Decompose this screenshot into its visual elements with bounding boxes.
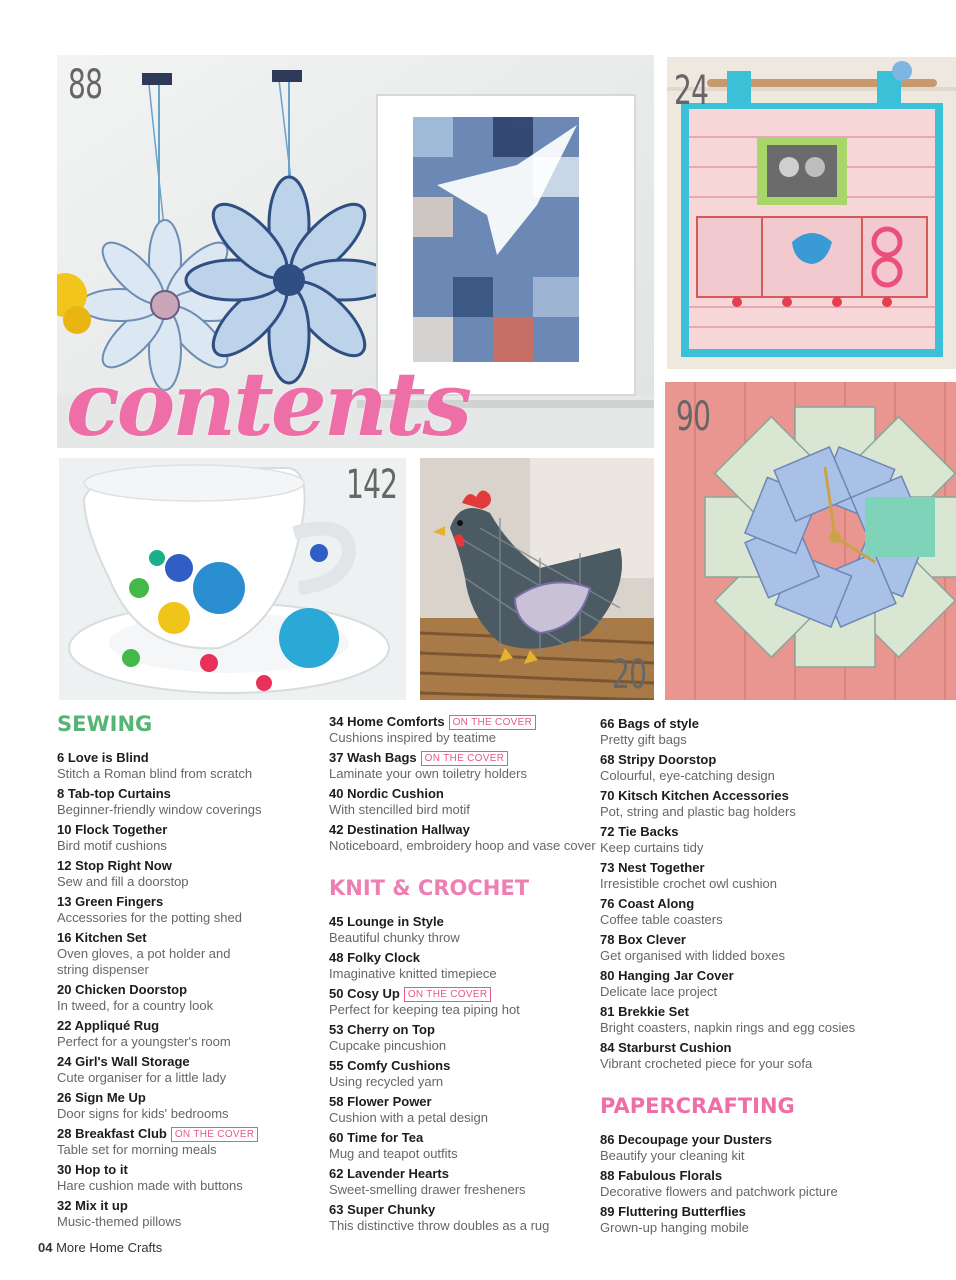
item-title: 80 Hanging Jar Cover bbox=[600, 968, 734, 983]
list-item[interactable] bbox=[600, 896, 950, 928]
item-desc: Mug and teapot outfits bbox=[329, 1146, 458, 1161]
item-desc: Stitch a Roman blind from scratch bbox=[57, 766, 253, 781]
list-item[interactable] bbox=[57, 786, 312, 818]
item-desc: Table set for morning meals bbox=[57, 1142, 217, 1157]
list-item[interactable] bbox=[329, 1130, 591, 1162]
item-desc: With stencilled bird motif bbox=[329, 802, 470, 817]
item-title: 45 Lounge in Style bbox=[329, 914, 444, 929]
list-item[interactable] bbox=[600, 788, 950, 820]
item-desc: Vibrant crocheted piece for your sofa bbox=[600, 1056, 813, 1071]
item-desc: Beginner-friendly window coverings bbox=[57, 802, 262, 817]
item-title: 78 Box Clever bbox=[600, 932, 686, 947]
item-title: 32 Mix it up bbox=[57, 1198, 128, 1213]
list-item[interactable] bbox=[329, 1166, 591, 1198]
item-title: 62 Lavender Hearts bbox=[329, 1166, 449, 1181]
item-title: 58 Flower Power bbox=[329, 1094, 432, 1109]
item-title: 89 Fluttering Butterflies bbox=[600, 1204, 746, 1219]
item-desc: Pot, string and plastic bag holders bbox=[600, 804, 796, 819]
item-title: 66 Bags of style bbox=[600, 716, 699, 731]
item-title: 60 Time for Tea bbox=[329, 1130, 424, 1145]
list-item[interactable] bbox=[600, 1168, 950, 1200]
item-desc: In tweed, for a country look bbox=[57, 998, 214, 1013]
item-desc: Cupcake pincushion bbox=[329, 1038, 447, 1053]
list-item[interactable] bbox=[600, 1004, 950, 1036]
on-the-cover-badge: ON THE COVER bbox=[421, 751, 509, 766]
item-title: 84 Starburst Cushion bbox=[600, 1040, 732, 1055]
item-title: 86 Decoupage your Dusters bbox=[600, 1132, 772, 1147]
item-title: 70 Kitsch Kitchen Accessories bbox=[600, 788, 789, 803]
item-desc: Get organised with lidded boxes bbox=[600, 948, 786, 963]
item-title: 12 Stop Right Now bbox=[57, 858, 172, 873]
column-3 bbox=[600, 716, 950, 1240]
list-item[interactable] bbox=[329, 914, 591, 946]
item-title bbox=[57, 1126, 312, 1142]
item-desc: Accessories for the potting shed bbox=[57, 910, 242, 925]
page-number-flowers: 88 bbox=[68, 62, 103, 108]
item-desc: Beautify your cleaning kit bbox=[600, 1148, 745, 1163]
list-item[interactable] bbox=[600, 1132, 950, 1164]
on-the-cover-badge: ON THE COVER bbox=[449, 715, 537, 730]
item-title: 55 Comfy Cushions bbox=[329, 1058, 451, 1073]
item-desc: Beautiful chunky throw bbox=[329, 930, 460, 945]
item-desc: Perfect for a youngster's room bbox=[57, 1034, 231, 1049]
paper-list bbox=[600, 1132, 950, 1236]
list-item[interactable] bbox=[57, 1162, 312, 1194]
item-desc: Decorative flowers and patchwork picture bbox=[600, 1184, 838, 1199]
item-title bbox=[329, 750, 591, 766]
column-2 bbox=[329, 714, 596, 1238]
photo-wall-storage bbox=[667, 57, 956, 369]
knit-cont-list bbox=[600, 716, 950, 1072]
item-title bbox=[329, 986, 591, 1002]
item-desc: Sew and fill a doorstop bbox=[57, 874, 189, 889]
list-item[interactable] bbox=[329, 1022, 591, 1054]
on-the-cover-badge: ON THE COVER bbox=[171, 1127, 259, 1142]
item-title: 68 Stripy Doorstop bbox=[600, 752, 717, 767]
list-item[interactable] bbox=[57, 822, 312, 854]
item-title: 8 Tab-top Curtains bbox=[57, 786, 171, 801]
item-title-text: 50 Cosy Up bbox=[329, 986, 400, 1001]
column-1 bbox=[57, 712, 312, 1234]
section-heading-papercrafting: PAPERCRAFTING bbox=[600, 1094, 795, 1118]
list-item[interactable] bbox=[329, 950, 591, 982]
item-desc: Colourful, eye-catching design bbox=[600, 768, 775, 783]
list-item[interactable] bbox=[600, 824, 950, 856]
list-item[interactable] bbox=[57, 894, 312, 926]
item-desc: Noticeboard, embroidery hoop and vase cover bbox=[329, 838, 596, 853]
item-title: 20 Chicken Doorstop bbox=[57, 982, 188, 997]
item-title: 16 Kitchen Set bbox=[57, 930, 147, 945]
item-title bbox=[329, 714, 591, 730]
list-item[interactable] bbox=[600, 716, 950, 748]
list-item[interactable] bbox=[57, 930, 312, 978]
list-item[interactable] bbox=[329, 1202, 591, 1234]
contents-title: contents bbox=[66, 352, 470, 456]
item-title: 24 Girl's Wall Storage bbox=[57, 1054, 190, 1069]
item-title: 72 Tie Backs bbox=[600, 824, 679, 839]
list-item[interactable] bbox=[600, 1204, 950, 1236]
item-desc: Sweet-smelling drawer fresheners bbox=[329, 1182, 526, 1197]
list-item[interactable] bbox=[57, 1126, 312, 1158]
item-desc: Cushion with a petal design bbox=[329, 1110, 488, 1125]
item-title-text: 28 Breakfast Club bbox=[57, 1126, 167, 1141]
list-item[interactable] bbox=[600, 1040, 950, 1072]
item-desc: Cute organiser for a little lady bbox=[57, 1070, 227, 1085]
item-desc: Keep curtains tidy bbox=[600, 840, 704, 855]
item-desc: Oven gloves, a pot holder and string dispenser bbox=[57, 946, 231, 977]
page-number-wall-storage: 24 bbox=[674, 68, 709, 114]
list-item[interactable] bbox=[329, 714, 591, 746]
list-item[interactable] bbox=[600, 752, 950, 784]
list-item[interactable] bbox=[329, 1094, 591, 1126]
item-desc: Imaginative knitted timepiece bbox=[329, 966, 497, 981]
list-item[interactable] bbox=[57, 1018, 312, 1050]
item-desc: Irresistible crochet owl cushion bbox=[600, 876, 778, 891]
sewing-list bbox=[57, 750, 312, 1230]
item-title: 6 Love is Blind bbox=[57, 750, 149, 765]
list-item[interactable] bbox=[600, 860, 950, 892]
list-item[interactable] bbox=[57, 1090, 312, 1122]
on-the-cover-badge: ON THE COVER bbox=[404, 987, 492, 1002]
item-title: 26 Sign Me Up bbox=[57, 1090, 146, 1105]
section-heading-sewing: SEWING bbox=[57, 712, 153, 736]
item-desc: This distinctive throw doubles as a rug bbox=[329, 1218, 550, 1233]
wall-storage-illustration bbox=[667, 57, 956, 369]
list-item[interactable] bbox=[329, 1058, 591, 1090]
item-desc: Grown-up hanging mobile bbox=[600, 1220, 749, 1235]
list-item[interactable] bbox=[57, 1054, 312, 1086]
list-item[interactable] bbox=[329, 750, 591, 782]
item-title: 22 Appliqué Rug bbox=[57, 1018, 160, 1033]
item-desc: Delicate lace project bbox=[600, 984, 718, 999]
list-item[interactable] bbox=[329, 822, 596, 854]
list-item[interactable] bbox=[57, 858, 312, 890]
item-desc: Perfect for keeping tea piping hot bbox=[329, 1002, 520, 1017]
item-title: 88 Fabulous Florals bbox=[600, 1168, 723, 1183]
item-title: 42 Destination Hallway bbox=[329, 822, 470, 837]
page-footer bbox=[38, 1240, 162, 1255]
item-title-text: 34 Home Comforts bbox=[329, 714, 445, 729]
item-title: 81 Brekkie Set bbox=[600, 1004, 689, 1019]
item-desc: Pretty gift bags bbox=[600, 732, 687, 747]
list-item[interactable] bbox=[600, 968, 950, 1000]
sewing-cont-list bbox=[329, 714, 596, 854]
list-item[interactable] bbox=[57, 982, 312, 1014]
item-desc: Music-themed pillows bbox=[57, 1214, 182, 1229]
section-heading-knit-crochet: KNIT & CROCHET bbox=[329, 876, 530, 900]
list-item[interactable] bbox=[57, 750, 312, 782]
item-title: 10 Flock Together bbox=[57, 822, 168, 837]
list-item[interactable] bbox=[600, 932, 950, 964]
item-title: 76 Coast Along bbox=[600, 896, 695, 911]
item-title: 40 Nordic Cushion bbox=[329, 786, 444, 801]
footer-page-number: 04 bbox=[38, 1240, 53, 1255]
list-item[interactable] bbox=[329, 786, 591, 818]
item-desc: Bright coasters, napkin rings and egg cosies bbox=[600, 1020, 856, 1035]
page-number-chicken: 20 bbox=[612, 652, 647, 698]
item-title: 53 Cherry on Top bbox=[329, 1022, 435, 1037]
item-desc: Bird motif cushions bbox=[57, 838, 167, 853]
footer-magazine-name: More Home Crafts bbox=[56, 1240, 163, 1255]
item-desc: Laminate your own toiletry holders bbox=[329, 766, 527, 781]
list-item[interactable] bbox=[57, 1198, 312, 1230]
page-number-teacup: 142 bbox=[346, 462, 398, 508]
item-title: 30 Hop to it bbox=[57, 1162, 128, 1177]
item-desc: Door signs for kids' bedrooms bbox=[57, 1106, 229, 1121]
item-title: 13 Green Fingers bbox=[57, 894, 164, 909]
item-desc: Hare cushion made with buttons bbox=[57, 1178, 243, 1193]
item-desc: Coffee table coasters bbox=[600, 912, 723, 927]
item-desc: Using recycled yarn bbox=[329, 1074, 444, 1089]
knit-list bbox=[329, 914, 591, 1234]
item-title-text: 37 Wash Bags bbox=[329, 750, 417, 765]
list-item[interactable] bbox=[329, 986, 591, 1018]
item-title: 48 Folky Clock bbox=[329, 950, 421, 965]
item-title: 73 Nest Together bbox=[600, 860, 705, 875]
item-title: 63 Super Chunky bbox=[329, 1202, 436, 1217]
item-desc: Cushions inspired by teatime bbox=[329, 730, 496, 745]
page-number-clock: 90 bbox=[676, 394, 711, 440]
